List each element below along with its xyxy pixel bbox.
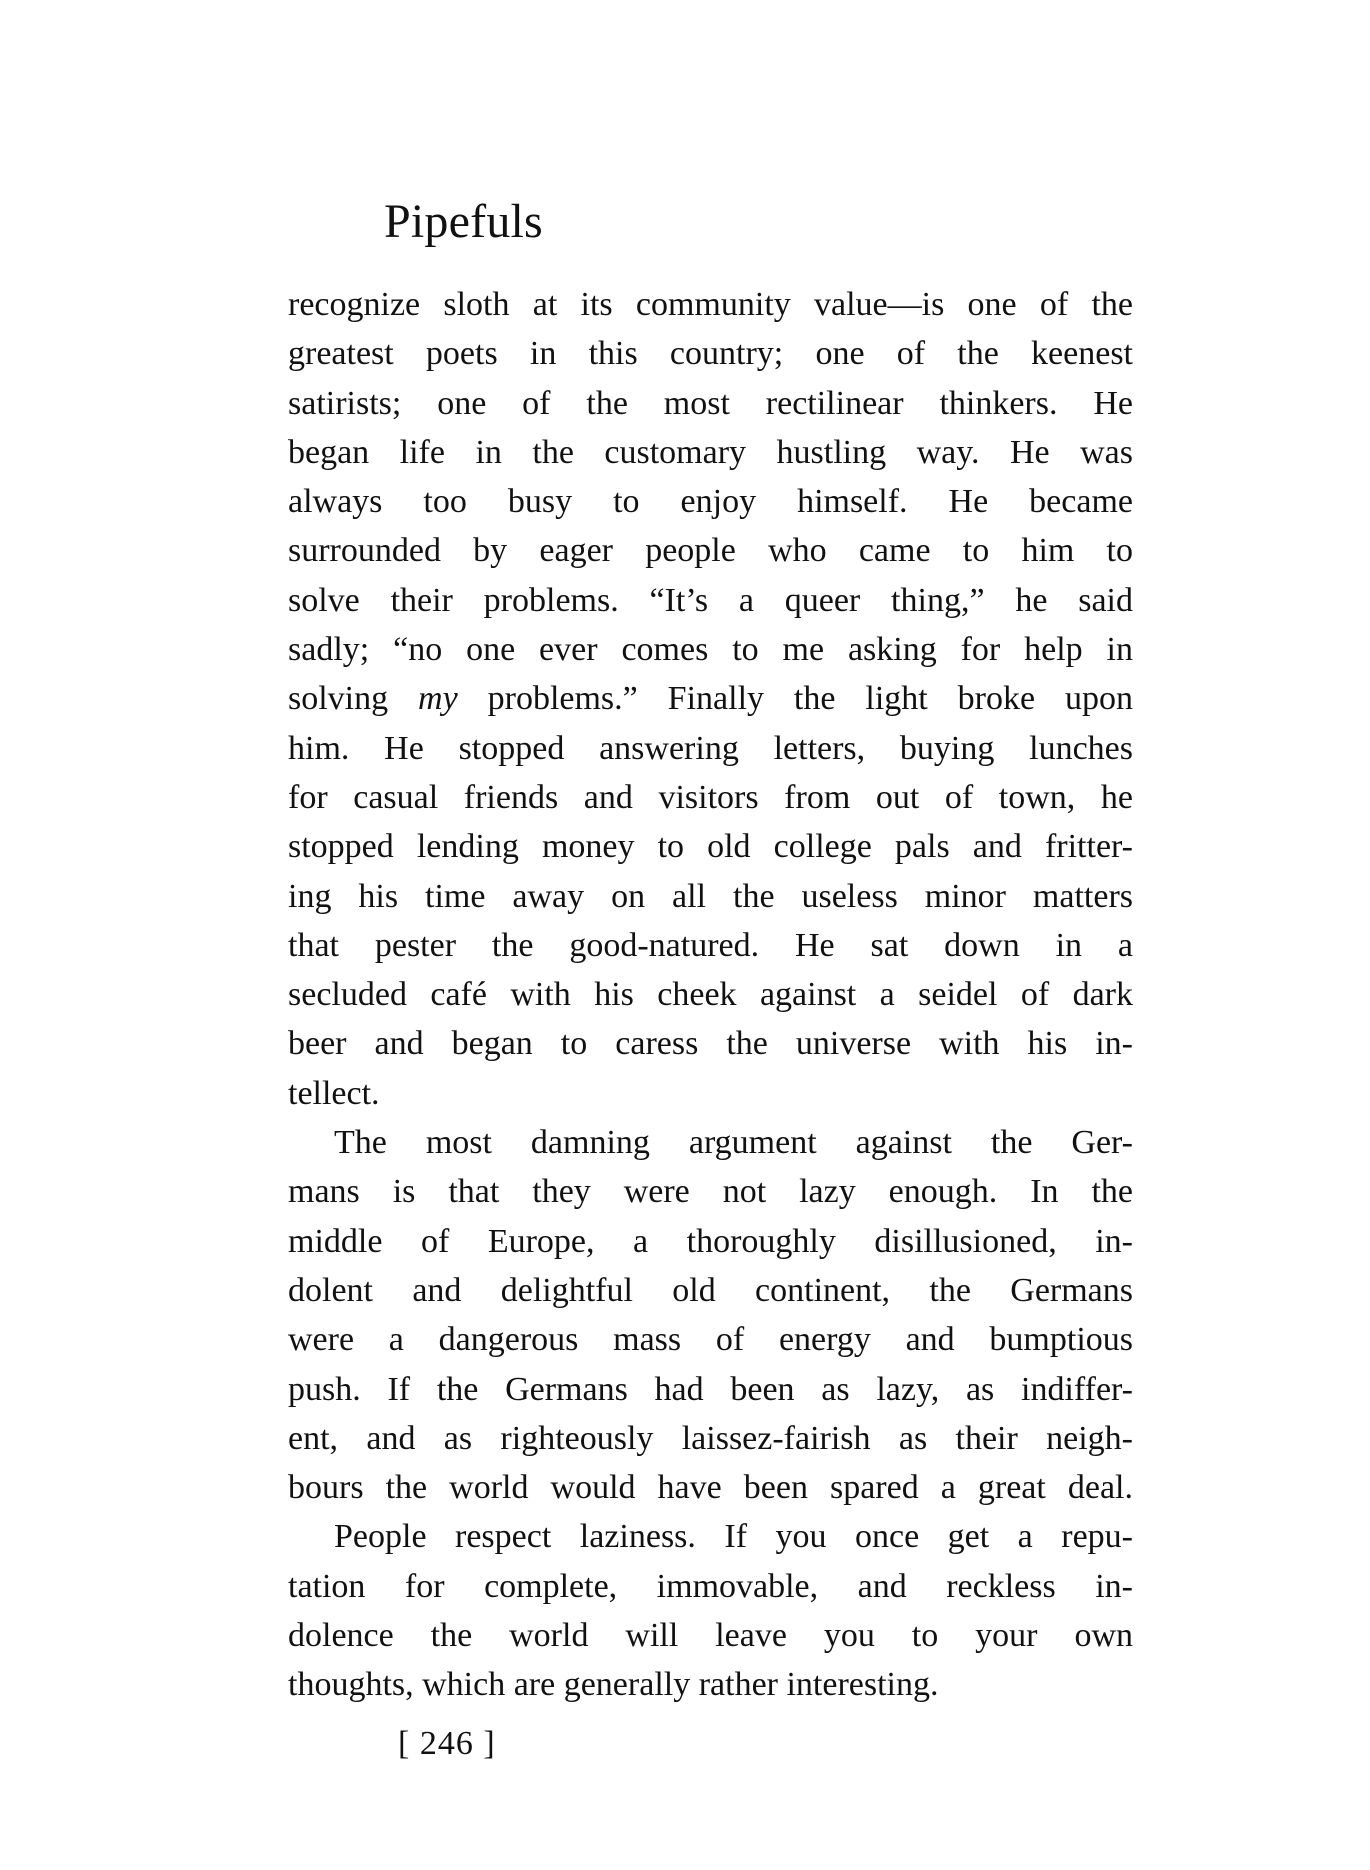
text-line: People respect laziness. If you once get a repu- bbox=[334, 1518, 1133, 1556]
text-line: The most damning argument against the Ger- bbox=[334, 1124, 1133, 1162]
text-line: secluded café with his cheek against a seidel of dark bbox=[288, 976, 1133, 1014]
text-run: problems.” Finally the light broke upon bbox=[457, 680, 1133, 718]
text-line: satirists; one of the most rectilinear thinkers. He bbox=[288, 384, 1133, 422]
text-line-with-italic bbox=[288, 674, 1133, 723]
page-number: [ 246 ] bbox=[398, 1725, 496, 1762]
text-line: dolent and delightful old continent, the Germans bbox=[288, 1271, 1133, 1309]
text-line: tellect. bbox=[288, 1074, 380, 1112]
text-line: were a dangerous mass of energy and bumptious bbox=[288, 1321, 1133, 1359]
text-run: solving bbox=[288, 680, 419, 718]
paragraph-3 bbox=[288, 1512, 1133, 1709]
text-line: him. He stopped answering letters, buying lunches bbox=[288, 729, 1133, 767]
text-line: always too busy to enjoy himself. He became bbox=[288, 483, 1133, 521]
text-line: thoughts, which are generally rather interesting. bbox=[288, 1666, 939, 1704]
text-line: bours the world would have been spared a great deal. bbox=[288, 1469, 1133, 1507]
text-line: for casual friends and visitors from out of town, he bbox=[288, 778, 1133, 816]
text-line: recognize sloth at its community value—is one of the bbox=[288, 286, 1133, 323]
text-line: greatest poets in this country; one of the keenest bbox=[288, 335, 1133, 373]
text-line: push. If the Germans had been as lazy, as indiffer- bbox=[288, 1370, 1133, 1408]
text-line: middle of Europe, a thoroughly disillusioned, in- bbox=[288, 1222, 1133, 1260]
text-line: ing his time away on all the useless minor matters bbox=[288, 877, 1133, 915]
text-line: mans is that they were not lazy enough. In the bbox=[288, 1173, 1133, 1211]
text-line: solve their problems. “It’s a queer thing,” he said bbox=[288, 581, 1133, 619]
text-line: surrounded by eager people who came to him to bbox=[288, 532, 1133, 570]
italic-word: my bbox=[418, 680, 458, 718]
text-line: sadly; “no one ever comes to me asking for help in bbox=[288, 631, 1133, 669]
running-head: Pipefuls bbox=[384, 195, 543, 248]
paragraph-1 bbox=[288, 280, 1133, 1118]
body-text bbox=[288, 280, 1133, 1710]
text-line: that pester the good-natured. He sat down in a bbox=[288, 926, 1133, 964]
paragraph-2 bbox=[288, 1118, 1133, 1512]
text-line: stopped lending money to old college pals and fritter- bbox=[288, 828, 1133, 866]
text-line: tation for complete, immovable, and reckless in- bbox=[288, 1567, 1133, 1605]
text-line: ent, and as righteously laissez-fairish as their neigh- bbox=[288, 1419, 1133, 1457]
text-line: dolence the world will leave you to your own bbox=[288, 1617, 1133, 1655]
text-line: began life in the customary hustling way. He was bbox=[288, 433, 1133, 471]
text-line: beer and began to caress the universe with his in- bbox=[288, 1025, 1133, 1063]
